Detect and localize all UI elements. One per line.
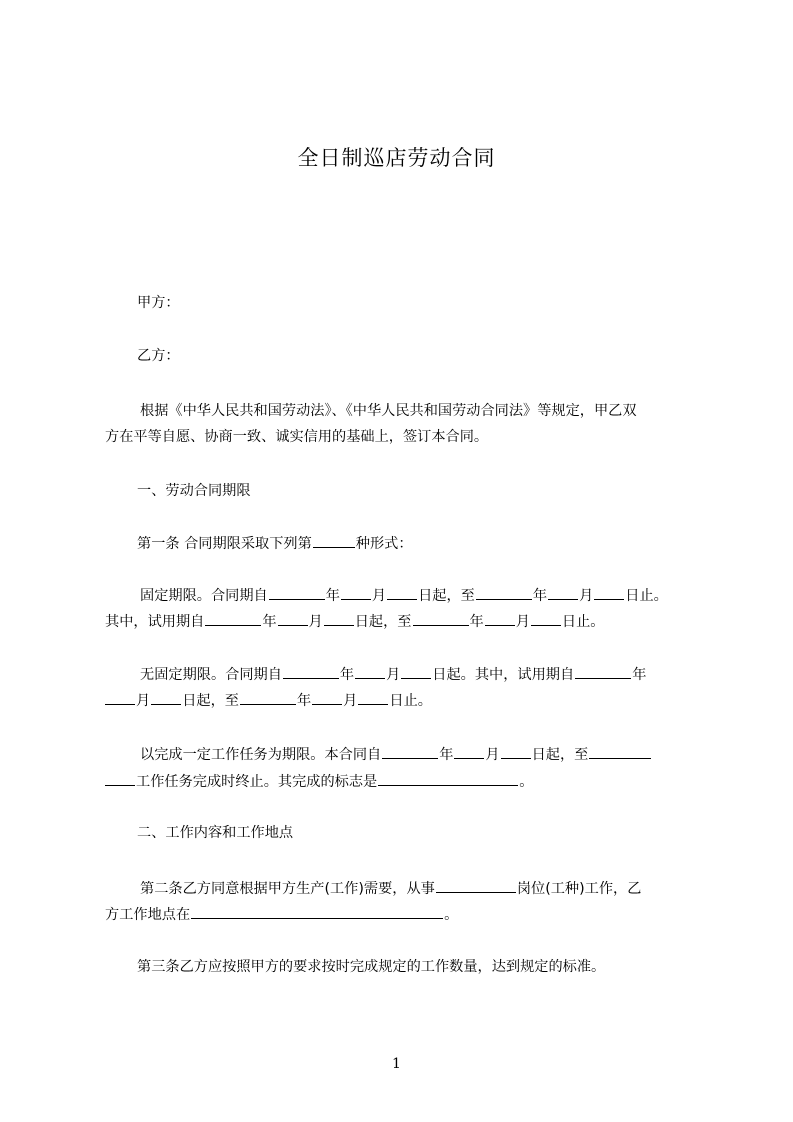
task-complete-text: 工作任务完成时终止。其完成的标志是 xyxy=(136,774,378,790)
fixed-term-line-2 xyxy=(105,610,705,632)
preamble-line-1: 根据《中华人民共和国劳动法》、《中华人民共和国劳动合同法》等规定，甲乙双 xyxy=(140,403,637,419)
blank xyxy=(575,663,631,679)
period: 。 xyxy=(444,907,459,923)
period: 。 xyxy=(519,774,534,790)
article-1-text-a: 第一条 合同期限采取下列第 xyxy=(137,536,312,552)
blank xyxy=(594,584,624,600)
position-blank xyxy=(436,877,516,893)
article-3: 第三条乙方应按照甲方的要求按时完成规定的工作数量，达到规定的标准。 xyxy=(137,959,606,975)
day-from-label: 日起，至 xyxy=(354,614,412,630)
document-title: 全日制巡店劳动合同 xyxy=(297,146,496,170)
month-label: 月 xyxy=(485,747,500,763)
section-2-heading: 二、工作内容和工作地点 xyxy=(137,825,294,841)
open-term-line-2 xyxy=(105,689,705,711)
blank xyxy=(283,663,339,679)
task-term-line-2 xyxy=(105,770,705,792)
open-term-text: 无固定期限。合同期自 xyxy=(140,667,282,683)
fixed-term-text: 固定期限。合同期自 xyxy=(140,588,268,604)
open-term-line-1 xyxy=(105,663,740,685)
day-from-label: 日起。其中，试用期自 xyxy=(432,667,575,683)
article-2-line-2 xyxy=(105,903,705,925)
year-label: 年 xyxy=(532,588,548,604)
month-label: 月 xyxy=(386,667,401,683)
page-number: 1 xyxy=(392,1056,401,1072)
probation-text: 其中，试用期自 xyxy=(105,614,205,630)
blank xyxy=(501,743,531,759)
article-2-text-a: 第二条乙方同意根据甲方生产(工作)需要，从事 xyxy=(140,881,435,897)
blank xyxy=(205,610,261,626)
month-label: 月 xyxy=(136,693,151,709)
day-to-label: 日止。 xyxy=(625,588,668,604)
blank xyxy=(240,689,296,705)
blank xyxy=(341,584,371,600)
month-label: 月 xyxy=(343,693,358,709)
blank xyxy=(269,584,325,600)
article-1 xyxy=(105,532,737,554)
blank xyxy=(454,743,484,759)
blank xyxy=(485,610,515,626)
blank xyxy=(413,610,469,626)
blank xyxy=(358,689,388,705)
month-label: 月 xyxy=(579,588,594,604)
blank xyxy=(312,689,342,705)
blank xyxy=(355,663,385,679)
year-label: 年 xyxy=(325,588,340,604)
day-from-label: 日起，至 xyxy=(182,693,239,709)
day-to-label: 日止。 xyxy=(389,693,432,709)
blank xyxy=(382,743,438,759)
preamble-line-2: 方在平等自愿、协商一致、诚实信用的基础上，签订本合同。 xyxy=(105,429,489,445)
fixed-term-line-1 xyxy=(105,584,740,606)
blank xyxy=(548,584,578,600)
month-label: 月 xyxy=(308,614,323,630)
workplace-blank xyxy=(191,903,443,919)
blank xyxy=(105,689,135,705)
article-2-text-b: 岗位(工种)工作，乙 xyxy=(516,881,642,897)
blank xyxy=(324,610,354,626)
completion-mark-blank xyxy=(378,770,518,786)
day-from-label: 日起，至 xyxy=(418,588,475,604)
year-label: 年 xyxy=(632,667,647,683)
year-label: 年 xyxy=(296,693,312,709)
blank xyxy=(531,610,561,626)
section-1-heading: 一、劳动合同期限 xyxy=(137,483,251,499)
article-1-text-b: 种形式： xyxy=(355,536,413,552)
day-to-label: 日止。 xyxy=(561,614,605,630)
year-label: 年 xyxy=(469,614,484,630)
blank xyxy=(151,689,181,705)
blank xyxy=(387,584,417,600)
month-label: 月 xyxy=(515,614,530,630)
blank xyxy=(589,743,651,759)
year-label: 年 xyxy=(439,747,454,763)
year-label: 年 xyxy=(339,667,355,683)
article-2-line-1 xyxy=(105,877,740,899)
blank xyxy=(105,770,135,786)
task-term-text: 以完成一定工作任务为期限。本合同自 xyxy=(140,747,382,763)
blank xyxy=(401,663,431,679)
day-from-label: 日起，至 xyxy=(531,747,589,763)
blank xyxy=(278,610,308,626)
task-term-line-1 xyxy=(105,743,740,765)
form-choice-blank xyxy=(313,532,355,548)
article-2-text-c: 方工作地点在 xyxy=(105,907,191,923)
party-b-label: 乙方： xyxy=(137,348,180,364)
year-label: 年 xyxy=(262,614,277,630)
month-label: 月 xyxy=(371,588,387,604)
blank xyxy=(476,584,532,600)
party-a-label: 甲方： xyxy=(137,295,180,311)
